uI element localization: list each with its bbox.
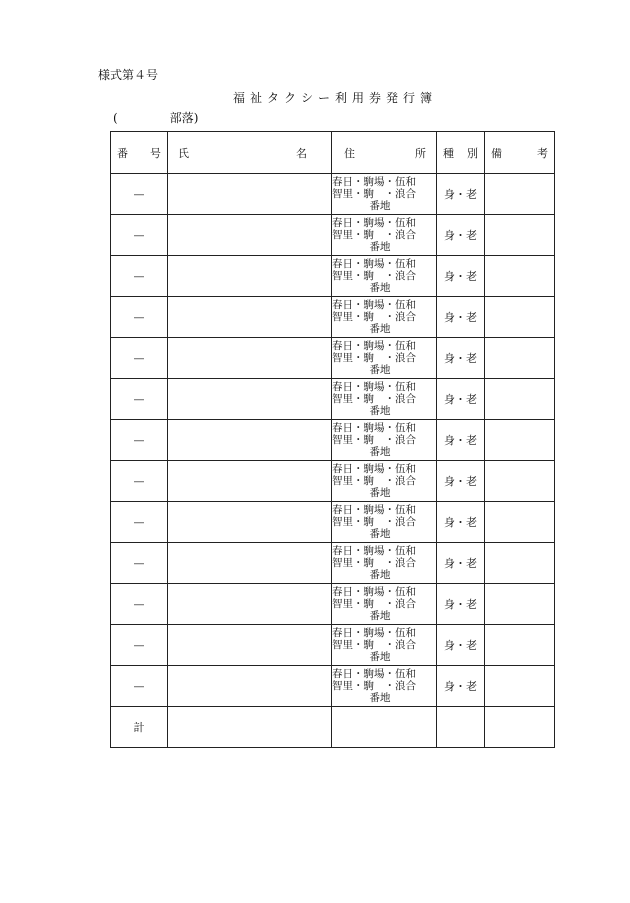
kind-options: 身・老 [444,270,477,283]
row-number-cell [111,420,168,461]
address-line-1: 春日・駒場・伍和 [332,217,416,229]
remarks-cell[interactable] [485,502,555,543]
header-name: 氏 名 [168,132,332,174]
issuance-register-table [110,131,555,748]
row-number-cell [111,338,168,379]
remarks-cell[interactable] [485,215,555,256]
address-line-3: 番地 [369,651,391,663]
row-number: — [133,433,145,447]
address-line-3: 番地 [369,692,391,704]
row-number: — [133,392,145,406]
row-number-cell [111,543,168,584]
kind-cell [437,502,485,543]
row-number: — [133,597,145,611]
address-cell [332,215,437,256]
kind-cell [437,379,485,420]
row-number: — [133,474,145,488]
address-line-2: 智里・駒 ・浪合 [332,516,416,528]
name-cell[interactable] [168,338,332,379]
row-number: — [133,351,145,365]
row-number: — [133,556,145,570]
kind-options: 身・老 [444,311,477,324]
table-row [111,215,555,256]
address-line-3: 番地 [369,528,391,540]
address-line-3: 番地 [369,446,391,458]
district-open-paren: ( [113,111,118,125]
kind-cell [437,256,485,297]
address-line-2: 智里・駒 ・浪合 [332,598,416,610]
address-line-3: 番地 [369,323,391,335]
remarks-cell[interactable] [485,543,555,584]
table-header-row [111,132,555,174]
address-line-2: 智里・駒 ・浪合 [332,188,416,200]
address-cell [332,174,437,215]
kind-cell [437,461,485,502]
address-line-3: 番地 [369,200,391,212]
remarks-cell[interactable] [485,625,555,666]
address-line-2: 智里・駒 ・浪合 [332,229,416,241]
address-line-1: 春日・駒場・伍和 [332,381,416,393]
form-number: 様式第４号 [98,68,159,82]
header-remarks: 備 考 [485,132,555,174]
name-cell[interactable] [168,215,332,256]
kind-options: 身・老 [444,352,477,365]
table-row [111,379,555,420]
total-name-cell [168,707,332,748]
address-line-2: 智里・駒 ・浪合 [332,270,416,282]
address-cell [332,543,437,584]
row-number: — [133,679,145,693]
kind-options: 身・老 [444,516,477,529]
name-cell[interactable] [168,420,332,461]
address-line-2: 智里・駒 ・浪合 [332,434,416,446]
kind-cell [437,420,485,461]
name-cell[interactable] [168,256,332,297]
name-cell[interactable] [168,379,332,420]
name-cell[interactable] [168,502,332,543]
remarks-cell[interactable] [485,174,555,215]
kind-options: 身・老 [444,475,477,488]
address-line-1: 春日・駒場・伍和 [332,463,416,475]
row-number: — [133,310,145,324]
kind-options: 身・老 [444,557,477,570]
kind-options: 身・老 [444,188,477,201]
remarks-cell[interactable] [485,461,555,502]
table-row [111,461,555,502]
remarks-cell[interactable] [485,256,555,297]
address-line-3: 番地 [369,487,391,499]
table-row [111,256,555,297]
address-line-1: 春日・駒場・伍和 [332,176,416,188]
row-number-cell [111,256,168,297]
name-cell[interactable] [168,461,332,502]
address-cell [332,584,437,625]
page-title: 福祉タクシー利用券発行簿 [232,91,437,105]
name-cell[interactable] [168,543,332,584]
remarks-cell[interactable] [485,297,555,338]
name-cell[interactable] [168,174,332,215]
kind-options: 身・老 [444,229,477,242]
address-line-1: 春日・駒場・伍和 [332,299,416,311]
table-row [111,543,555,584]
table-row [111,420,555,461]
kind-options: 身・老 [444,639,477,652]
remarks-cell[interactable] [485,338,555,379]
row-number-cell [111,297,168,338]
address-line-2: 智里・駒 ・浪合 [332,393,416,405]
row-number: — [133,638,145,652]
row-number-cell [111,461,168,502]
row-number: — [133,515,145,529]
address-line-2: 智里・駒 ・浪合 [332,311,416,323]
kind-cell [437,174,485,215]
total-label: 計 [111,707,168,748]
address-line-3: 番地 [369,282,391,294]
kind-cell [437,625,485,666]
address-line-2: 智里・駒 ・浪合 [332,352,416,364]
table-row [111,174,555,215]
row-number-cell [111,215,168,256]
kind-cell [437,666,485,707]
address-cell [332,338,437,379]
district-label: 部落) [169,111,199,125]
address-line-1: 春日・駒場・伍和 [332,586,416,598]
kind-cell [437,584,485,625]
kind-cell [437,338,485,379]
total-kind-cell [437,707,485,748]
address-line-3: 番地 [369,610,391,622]
row-number-cell [111,625,168,666]
table-row [111,584,555,625]
address-line-1: 春日・駒場・伍和 [332,422,416,434]
kind-cell [437,543,485,584]
header-address: 住 所 [332,132,437,174]
header-number: 番 号 [111,132,168,174]
remarks-cell[interactable] [485,379,555,420]
address-line-2: 智里・駒 ・浪合 [332,557,416,569]
kind-cell [437,215,485,256]
kind-options: 身・老 [444,680,477,693]
row-number-cell [111,174,168,215]
district-line [113,109,198,126]
row-number-cell [111,502,168,543]
address-line-2: 智里・駒 ・浪合 [332,475,416,487]
header-kind: 種 別 [437,132,485,174]
address-line-1: 春日・駒場・伍和 [332,545,416,557]
address-line-1: 春日・駒場・伍和 [332,258,416,270]
total-row [111,707,555,748]
address-cell [332,461,437,502]
row-number-cell [111,584,168,625]
name-cell[interactable] [168,666,332,707]
address-cell [332,297,437,338]
kind-options: 身・老 [444,393,477,406]
remarks-cell[interactable] [485,666,555,707]
table-row [111,666,555,707]
address-line-3: 番地 [369,364,391,376]
row-number: — [133,269,145,283]
name-cell[interactable] [168,584,332,625]
remarks-cell[interactable] [485,420,555,461]
table-row [111,338,555,379]
kind-options: 身・老 [444,598,477,611]
row-number-cell [111,379,168,420]
address-cell [332,625,437,666]
table-row [111,502,555,543]
total-remarks-cell [485,707,555,748]
table-row [111,297,555,338]
address-line-3: 番地 [369,241,391,253]
table-row [111,625,555,666]
address-cell [332,666,437,707]
address-cell [332,420,437,461]
row-number: — [133,187,145,201]
name-cell[interactable] [168,625,332,666]
row-number: — [133,228,145,242]
name-cell[interactable] [168,297,332,338]
total-address-cell [332,707,437,748]
address-cell [332,256,437,297]
address-line-1: 春日・駒場・伍和 [332,627,416,639]
address-line-1: 春日・駒場・伍和 [332,340,416,352]
row-number-cell [111,666,168,707]
address-line-2: 智里・駒 ・浪合 [332,639,416,651]
address-line-3: 番地 [369,569,391,581]
address-line-1: 春日・駒場・伍和 [332,504,416,516]
address-line-3: 番地 [369,405,391,417]
address-cell [332,379,437,420]
remarks-cell[interactable] [485,584,555,625]
address-line-1: 春日・駒場・伍和 [332,668,416,680]
kind-cell [437,297,485,338]
address-line-2: 智里・駒 ・浪合 [332,680,416,692]
kind-options: 身・老 [444,434,477,447]
address-cell [332,502,437,543]
